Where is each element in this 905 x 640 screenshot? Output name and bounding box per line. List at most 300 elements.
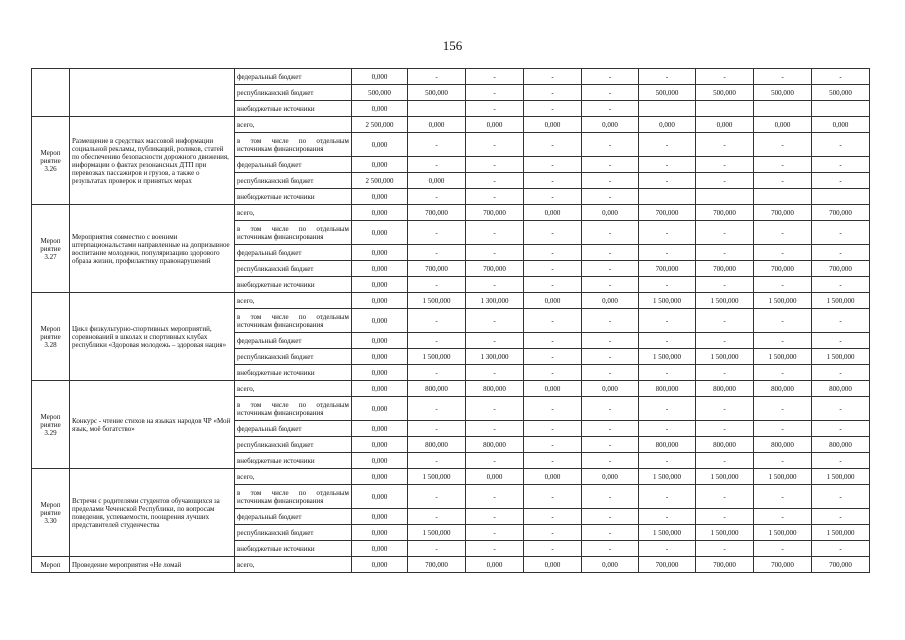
amount-cell: - (812, 509, 870, 525)
amount-cell: 500,000 (696, 85, 754, 101)
amount-cell: 800,000 (639, 437, 696, 453)
amount-cell: 500,000 (754, 85, 812, 101)
amount-cell: - (754, 277, 812, 293)
funding-source-cell: внебюджетные источники (235, 365, 352, 381)
amount-cell: - (408, 309, 466, 333)
amount-cell: 800,000 (696, 437, 754, 453)
amount-cell: 0,000 (352, 557, 408, 573)
amount-cell: - (812, 277, 870, 293)
amount-cell: - (639, 421, 696, 437)
amount-cell: 0,000 (639, 117, 696, 133)
amount-cell: - (466, 189, 524, 205)
funding-source-cell: всего, (235, 205, 352, 221)
amount-cell: 0,000 (408, 117, 466, 133)
amount-cell: 0,000 (352, 453, 408, 469)
table-row (32, 117, 870, 133)
amount-cell: - (582, 437, 639, 453)
funding-source-cell: в том числе по отдельным источникам финансирования (235, 133, 352, 157)
amount-cell: 700,000 (754, 205, 812, 221)
amount-cell: - (696, 157, 754, 173)
amount-cell: - (582, 133, 639, 157)
amount-cell: - (524, 245, 582, 261)
measure-code: Мероп риятие 3.27 (32, 205, 70, 293)
amount-cell: - (639, 541, 696, 557)
amount-cell: 700,000 (408, 205, 466, 221)
amount-cell: 1 500,000 (812, 525, 870, 541)
amount-cell: - (408, 221, 466, 245)
amount-cell: 0,000 (696, 117, 754, 133)
measure-code (32, 69, 70, 117)
amount-cell: - (754, 333, 812, 349)
amount-cell: - (408, 133, 466, 157)
amount-cell: - (408, 397, 466, 421)
funding-source-cell: в том числе по отдельным источникам финансирования (235, 397, 352, 421)
amount-cell: - (696, 277, 754, 293)
amount-cell: - (466, 221, 524, 245)
amount-cell: - (524, 309, 582, 333)
amount-cell: - (466, 509, 524, 525)
amount-cell (696, 189, 754, 205)
amount-cell: - (408, 541, 466, 557)
amount-cell: - (466, 85, 524, 101)
amount-cell: 1 500,000 (754, 525, 812, 541)
amount-cell: - (639, 173, 696, 189)
amount-cell (696, 101, 754, 117)
amount-cell: - (812, 245, 870, 261)
amount-cell: 0,000 (582, 381, 639, 397)
amount-cell: - (696, 309, 754, 333)
amount-cell: 1 500,000 (754, 469, 812, 485)
amount-cell: - (754, 69, 812, 85)
amount-cell: 1 500,000 (812, 349, 870, 365)
amount-cell: - (408, 485, 466, 509)
table-body (32, 69, 870, 573)
amount-cell: - (466, 485, 524, 509)
amount-cell: 1 500,000 (812, 293, 870, 309)
amount-cell: - (639, 397, 696, 421)
amount-cell: 700,000 (696, 261, 754, 277)
amount-cell: - (524, 421, 582, 437)
amount-cell: - (466, 277, 524, 293)
amount-cell: 0,000 (352, 205, 408, 221)
amount-cell: 1 500,000 (696, 293, 754, 309)
funding-source-cell: федеральный бюджет (235, 245, 352, 261)
amount-cell: - (524, 365, 582, 381)
amount-cell: - (639, 277, 696, 293)
amount-cell: 700,000 (812, 205, 870, 221)
amount-cell: - (408, 245, 466, 261)
amount-cell: 0,000 (352, 525, 408, 541)
measure-description: Проведение мероприятия «Не ломай (70, 557, 235, 573)
amount-cell: 700,000 (466, 205, 524, 221)
amount-cell: - (582, 277, 639, 293)
amount-cell: - (582, 485, 639, 509)
amount-cell: - (582, 541, 639, 557)
amount-cell: 0,000 (352, 333, 408, 349)
amount-cell: 0,000 (524, 117, 582, 133)
budget-table (31, 68, 870, 573)
measure-code: Мероп риятие 3.26 (32, 117, 70, 205)
funding-source-cell: федеральный бюджет (235, 69, 352, 85)
amount-cell: - (524, 261, 582, 277)
amount-cell: - (812, 69, 870, 85)
amount-cell: - (639, 157, 696, 173)
measure-description: Цикл физкультурно-спортивных мероприятий, соревнований в школах и спортивных клубах республики «Здоровая молодежь – здоровая нация» (70, 293, 235, 381)
amount-cell: - (582, 189, 639, 205)
measure-description: Конкурс - чтение стихов на языках народов ЧР «Мой язык, моё богатство» (70, 381, 235, 469)
amount-cell: - (639, 221, 696, 245)
amount-cell: 700,000 (696, 205, 754, 221)
amount-cell: - (696, 221, 754, 245)
amount-cell: - (754, 541, 812, 557)
amount-cell: - (466, 397, 524, 421)
amount-cell (754, 189, 812, 205)
amount-cell: - (754, 365, 812, 381)
amount-cell: - (812, 133, 870, 157)
amount-cell: - (466, 245, 524, 261)
amount-cell: - (524, 397, 582, 421)
amount-cell: - (524, 525, 582, 541)
measure-description (70, 69, 235, 117)
amount-cell: 0,000 (466, 469, 524, 485)
amount-cell: 0,000 (352, 133, 408, 157)
amount-cell: - (696, 421, 754, 437)
amount-cell: 0,000 (352, 221, 408, 245)
amount-cell: - (812, 221, 870, 245)
amount-cell: 0,000 (582, 205, 639, 221)
amount-cell: - (639, 485, 696, 509)
amount-cell: 700,000 (408, 261, 466, 277)
amount-cell: 0,000 (352, 437, 408, 453)
amount-cell (812, 101, 870, 117)
amount-cell: - (466, 365, 524, 381)
amount-cell: - (582, 349, 639, 365)
amount-cell: - (639, 309, 696, 333)
amount-cell: 0,000 (352, 101, 408, 117)
amount-cell: - (582, 309, 639, 333)
amount-cell: 700,000 (639, 557, 696, 573)
amount-cell: 0,000 (352, 189, 408, 205)
amount-cell: - (754, 509, 812, 525)
amount-cell: 1 500,000 (639, 349, 696, 365)
amount-cell: - (812, 157, 870, 173)
amount-cell: 0,000 (352, 245, 408, 261)
amount-cell: 2 500,000 (352, 117, 408, 133)
amount-cell: 1 500,000 (696, 525, 754, 541)
amount-cell: - (582, 525, 639, 541)
amount-cell: - (524, 173, 582, 189)
amount-cell: - (466, 157, 524, 173)
amount-cell: - (812, 397, 870, 421)
table-row (32, 205, 870, 221)
amount-cell: 1 500,000 (408, 293, 466, 309)
amount-cell: - (524, 277, 582, 293)
amount-cell (639, 101, 696, 117)
amount-cell: - (582, 101, 639, 117)
amount-cell: 800,000 (408, 381, 466, 397)
amount-cell: - (524, 221, 582, 245)
amount-cell: 0,000 (812, 117, 870, 133)
amount-cell: 0,000 (754, 117, 812, 133)
amount-cell (812, 189, 870, 205)
amount-cell: 800,000 (812, 437, 870, 453)
amount-cell: - (696, 69, 754, 85)
amount-cell: 2 500,000 (352, 173, 408, 189)
amount-cell: 0,000 (352, 157, 408, 173)
table-row (32, 69, 870, 85)
amount-cell: - (754, 309, 812, 333)
amount-cell: 1 300,000 (466, 349, 524, 365)
amount-cell: - (639, 333, 696, 349)
amount-cell: 700,000 (812, 261, 870, 277)
amount-cell: - (524, 509, 582, 525)
amount-cell: 800,000 (466, 381, 524, 397)
amount-cell: - (754, 453, 812, 469)
funding-source-cell: федеральный бюджет (235, 333, 352, 349)
amount-cell: - (812, 173, 870, 189)
amount-cell: - (696, 397, 754, 421)
amount-cell: 500,000 (639, 85, 696, 101)
amount-cell: 0,000 (408, 173, 466, 189)
amount-cell: - (408, 453, 466, 469)
amount-cell: - (466, 101, 524, 117)
amount-cell: 0,000 (352, 485, 408, 509)
table-row (32, 557, 870, 573)
amount-cell: 1 500,000 (639, 469, 696, 485)
amount-cell: - (639, 69, 696, 85)
amount-cell: - (466, 333, 524, 349)
amount-cell: 1 500,000 (812, 469, 870, 485)
amount-cell: 0,000 (582, 293, 639, 309)
amount-cell: - (812, 365, 870, 381)
funding-source-cell: республиканский бюджет (235, 349, 352, 365)
amount-cell: 700,000 (696, 557, 754, 573)
amount-cell: - (582, 85, 639, 101)
amount-cell: - (582, 157, 639, 173)
amount-cell: - (582, 421, 639, 437)
amount-cell: 500,000 (352, 85, 408, 101)
amount-cell: 700,000 (639, 205, 696, 221)
amount-cell: - (582, 261, 639, 277)
amount-cell: - (524, 85, 582, 101)
amount-cell: 700,000 (466, 261, 524, 277)
funding-source-cell: республиканский бюджет (235, 437, 352, 453)
amount-cell: 0,000 (352, 381, 408, 397)
amount-cell: - (754, 157, 812, 173)
amount-cell: - (812, 309, 870, 333)
amount-cell: - (696, 333, 754, 349)
amount-cell: - (812, 333, 870, 349)
measure-code: Мероп риятие 3.29 (32, 381, 70, 469)
amount-cell: - (696, 453, 754, 469)
amount-cell (639, 189, 696, 205)
amount-cell: - (524, 349, 582, 365)
page-number: 156 (442, 38, 463, 53)
amount-cell: 1 500,000 (754, 293, 812, 309)
amount-cell: - (466, 133, 524, 157)
amount-cell: 800,000 (408, 437, 466, 453)
amount-cell: 500,000 (812, 85, 870, 101)
funding-source-cell: внебюджетные источники (235, 189, 352, 205)
amount-cell: - (524, 189, 582, 205)
amount-cell: - (408, 157, 466, 173)
amount-cell: - (639, 245, 696, 261)
amount-cell: - (466, 453, 524, 469)
amount-cell: - (696, 485, 754, 509)
amount-cell: - (408, 421, 466, 437)
amount-cell: 0,000 (352, 309, 408, 333)
amount-cell: 0,000 (352, 509, 408, 525)
amount-cell: 0,000 (352, 541, 408, 557)
measure-description: Размещение в средствах массовой информации социальной рекламы, публикаций, роликов, статей по обеспечению безопасности дорожного движения, информации о фактах резонансных ДТП при перевозках пассажиров и грузов, а также о результатах проверок и принятых мерах (70, 117, 235, 205)
funding-source-cell: внебюджетные источники (235, 277, 352, 293)
measure-code: Мероп (32, 557, 70, 573)
amount-cell: 0,000 (524, 381, 582, 397)
amount-cell: - (639, 365, 696, 381)
amount-cell: 1 500,000 (408, 525, 466, 541)
amount-cell: - (466, 541, 524, 557)
funding-source-cell: республиканский бюджет (235, 173, 352, 189)
amount-cell: 0,000 (352, 261, 408, 277)
funding-source-cell: всего, (235, 381, 352, 397)
amount-cell: 700,000 (754, 261, 812, 277)
amount-cell: - (582, 397, 639, 421)
amount-cell: - (754, 221, 812, 245)
amount-cell: - (524, 101, 582, 117)
table-row (32, 469, 870, 485)
funding-source-cell: всего, (235, 117, 352, 133)
funding-source-cell: республиканский бюджет (235, 525, 352, 541)
measure-description: Встречи с родителями студентов обучающихся за пределами Чеченской Республики, по вопросам поведения, успеваемости, поощрения лучших представителей студенчества (70, 469, 235, 557)
amount-cell: - (812, 421, 870, 437)
amount-cell: 1 500,000 (639, 293, 696, 309)
funding-source-cell: всего, (235, 293, 352, 309)
amount-cell: - (408, 509, 466, 525)
amount-cell: 800,000 (754, 381, 812, 397)
table-row (32, 381, 870, 397)
amount-cell: 700,000 (812, 557, 870, 573)
funding-source-cell: республиканский бюджет (235, 85, 352, 101)
amount-cell: - (812, 485, 870, 509)
amount-cell: - (754, 173, 812, 189)
amount-cell: - (408, 189, 466, 205)
amount-cell: - (696, 133, 754, 157)
amount-cell: 0,000 (352, 365, 408, 381)
amount-cell: - (466, 309, 524, 333)
amount-cell: - (524, 333, 582, 349)
amount-cell: 0,000 (466, 117, 524, 133)
amount-cell: 700,000 (408, 557, 466, 573)
amount-cell: - (582, 221, 639, 245)
amount-cell: 0,000 (582, 469, 639, 485)
amount-cell: 1 500,000 (696, 469, 754, 485)
amount-cell: 800,000 (696, 381, 754, 397)
amount-cell: - (466, 173, 524, 189)
funding-source-cell: внебюджетные источники (235, 101, 352, 117)
amount-cell: 800,000 (754, 437, 812, 453)
amount-cell: 0,000 (524, 557, 582, 573)
amount-cell (754, 101, 812, 117)
amount-cell: - (524, 485, 582, 509)
amount-cell: - (466, 69, 524, 85)
amount-cell: - (696, 245, 754, 261)
amount-cell: - (408, 333, 466, 349)
amount-cell: 0,000 (352, 397, 408, 421)
amount-cell: - (582, 333, 639, 349)
funding-source-cell: внебюджетные источники (235, 541, 352, 557)
amount-cell: - (812, 541, 870, 557)
amount-cell: - (754, 485, 812, 509)
amount-cell: 0,000 (352, 277, 408, 293)
amount-cell: - (582, 453, 639, 469)
amount-cell: 700,000 (754, 557, 812, 573)
amount-cell: - (639, 509, 696, 525)
amount-cell: 0,000 (352, 293, 408, 309)
amount-cell: - (754, 397, 812, 421)
amount-cell: - (408, 277, 466, 293)
amount-cell: - (754, 421, 812, 437)
amount-cell: 0,000 (524, 469, 582, 485)
amount-cell: - (524, 69, 582, 85)
amount-cell: - (524, 157, 582, 173)
amount-cell: 1 500,000 (754, 349, 812, 365)
amount-cell: 800,000 (466, 437, 524, 453)
measure-code: Мероп риятие 3.28 (32, 293, 70, 381)
funding-source-cell: федеральный бюджет (235, 509, 352, 525)
amount-cell: 1 500,000 (408, 349, 466, 365)
amount-cell: - (639, 133, 696, 157)
amount-cell (408, 101, 466, 117)
measure-code: Мероп риятие 3.30 (32, 469, 70, 557)
amount-cell: - (408, 365, 466, 381)
funding-source-cell: республиканский бюджет (235, 261, 352, 277)
amount-cell: - (754, 133, 812, 157)
amount-cell: - (696, 173, 754, 189)
amount-cell: - (524, 541, 582, 557)
amount-cell: 0,000 (582, 557, 639, 573)
funding-source-cell: федеральный бюджет (235, 157, 352, 173)
amount-cell: 0,000 (582, 117, 639, 133)
amount-cell: 1 300,000 (466, 293, 524, 309)
amount-cell: - (582, 365, 639, 381)
amount-cell: 700,000 (639, 261, 696, 277)
amount-cell: 0,000 (466, 557, 524, 573)
amount-cell: 0,000 (352, 69, 408, 85)
funding-source-cell: федеральный бюджет (235, 421, 352, 437)
funding-source-cell: в том числе по отдельным источникам финансирования (235, 485, 352, 509)
amount-cell: 1 500,000 (639, 525, 696, 541)
amount-cell: 1 500,000 (408, 469, 466, 485)
amount-cell: - (696, 509, 754, 525)
amount-cell: - (582, 173, 639, 189)
measure-description: Мероприятия совместно с военнми штерпациональстами направленные на допризывное воспитание молодежи, популяризацию здорового образа жизни, профилактику правонарушений (70, 205, 235, 293)
amount-cell: - (408, 69, 466, 85)
amount-cell: - (582, 69, 639, 85)
amount-cell: - (754, 245, 812, 261)
funding-source-cell: внебюджетные источники (235, 453, 352, 469)
amount-cell: 0,000 (352, 349, 408, 365)
amount-cell: 800,000 (812, 381, 870, 397)
funding-source-cell: всего, (235, 557, 352, 573)
funding-source-cell: в том числе по отдельным источникам финансирования (235, 221, 352, 245)
funding-source-cell: в том числе по отдельным источникам финансирования (235, 309, 352, 333)
amount-cell: - (466, 525, 524, 541)
amount-cell: - (696, 541, 754, 557)
amount-cell: 800,000 (639, 381, 696, 397)
amount-cell: 0,000 (352, 469, 408, 485)
amount-cell: - (582, 245, 639, 261)
table-row (32, 293, 870, 309)
